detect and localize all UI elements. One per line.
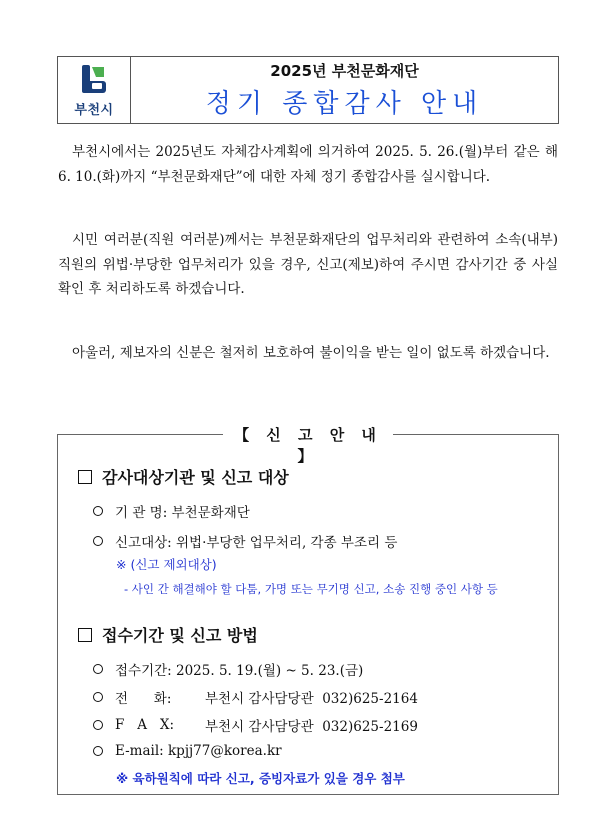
section-method: [78, 623, 258, 646]
square-bullet-icon: [78, 470, 92, 484]
evidence-footnote: ※ 육하원칙에 따라 신고, 증빙자료가 있을 경우 첨부: [116, 771, 405, 786]
phone-item: [93, 687, 418, 707]
document-title: 정기 종합감사 안내: [205, 89, 484, 119]
email-text[interactable]: E-mail: kpjj77@korea.kr: [115, 743, 282, 759]
square-bullet-icon: [78, 628, 92, 642]
section-heading: 감사대상기관 및 신고 대상: [102, 468, 289, 487]
fax-label: F A X:: [115, 717, 175, 733]
report-target-item: [93, 531, 397, 551]
paragraph-text: 시민 여러분(직원 여러분)께서는 부천문화재단의 업무처리와 관련하여 소속(내부) 직원의 위법·부당한 업무처리가 있을 경우, 신고(제보)하여 주시면 감사기간 중 사실 확인 후 처리하도록 하겠습니다.: [58, 232, 558, 297]
section-target: [78, 465, 289, 488]
paragraph-protection: [58, 341, 558, 366]
report-notice-box: [57, 426, 559, 795]
section-heading: 접수기간 및 신고 방법: [102, 626, 258, 645]
institution-item: [93, 501, 250, 521]
item-text: 신고대상: 위법·부당한 업무처리, 각종 부조리 등: [115, 535, 398, 551]
circle-bullet-icon: [93, 536, 103, 546]
circle-bullet-icon: [93, 664, 103, 674]
document-subtitle: 2025년 부천문화재단: [270, 62, 419, 80]
item-text: 기 관 명: 부천문화재단: [115, 505, 250, 521]
paragraph-request: [58, 228, 558, 302]
title-box: [131, 57, 558, 123]
paragraph-intro: [58, 140, 558, 189]
paragraph-text: 부천시에서는 2025년도 자체감사계획에 의거하여 2025. 5. 26.(월)부터 같은 해 6. 10.(화)까지 “부천문화재단”에 대한 자체 정기 종합감사를 실시합니다.: [58, 144, 558, 185]
fax-item: [93, 715, 418, 735]
phone-value: 부천시 감사담당관 032)625-2164: [205, 691, 418, 707]
period-item: [93, 659, 363, 679]
bucheon-emblem-icon: [78, 63, 110, 97]
circle-bullet-icon: [93, 720, 103, 730]
phone-label: 전 화:: [115, 691, 172, 707]
fax-value: 부천시 감사담당관 032)625-2169: [205, 719, 418, 735]
circle-bullet-icon: [93, 692, 103, 702]
email-item: [93, 743, 282, 759]
exclusion-detail: - 사인 간 해결해야 할 다툼, 가명 또는 무기명 신고, 소송 진행 중인 사항 등: [124, 582, 498, 596]
document-header: [57, 56, 559, 124]
paragraph-text: 아울러, 제보자의 신분은 철저히 보호하여 불이익을 받는 일이 없도록 하겠습니다.: [72, 345, 550, 361]
circle-bullet-icon: [93, 746, 103, 756]
logo-text: 부천시: [74, 102, 114, 118]
item-text: 접수기간: 2025. 5. 19.(월) ~ 5. 23.(금): [115, 663, 364, 679]
circle-bullet-icon: [93, 506, 103, 516]
exclusion-title: ※ (신고 제외대상): [116, 557, 217, 572]
bucheon-logo: [58, 57, 131, 123]
notice-title: 【 신 고 안 내 】: [223, 422, 393, 468]
